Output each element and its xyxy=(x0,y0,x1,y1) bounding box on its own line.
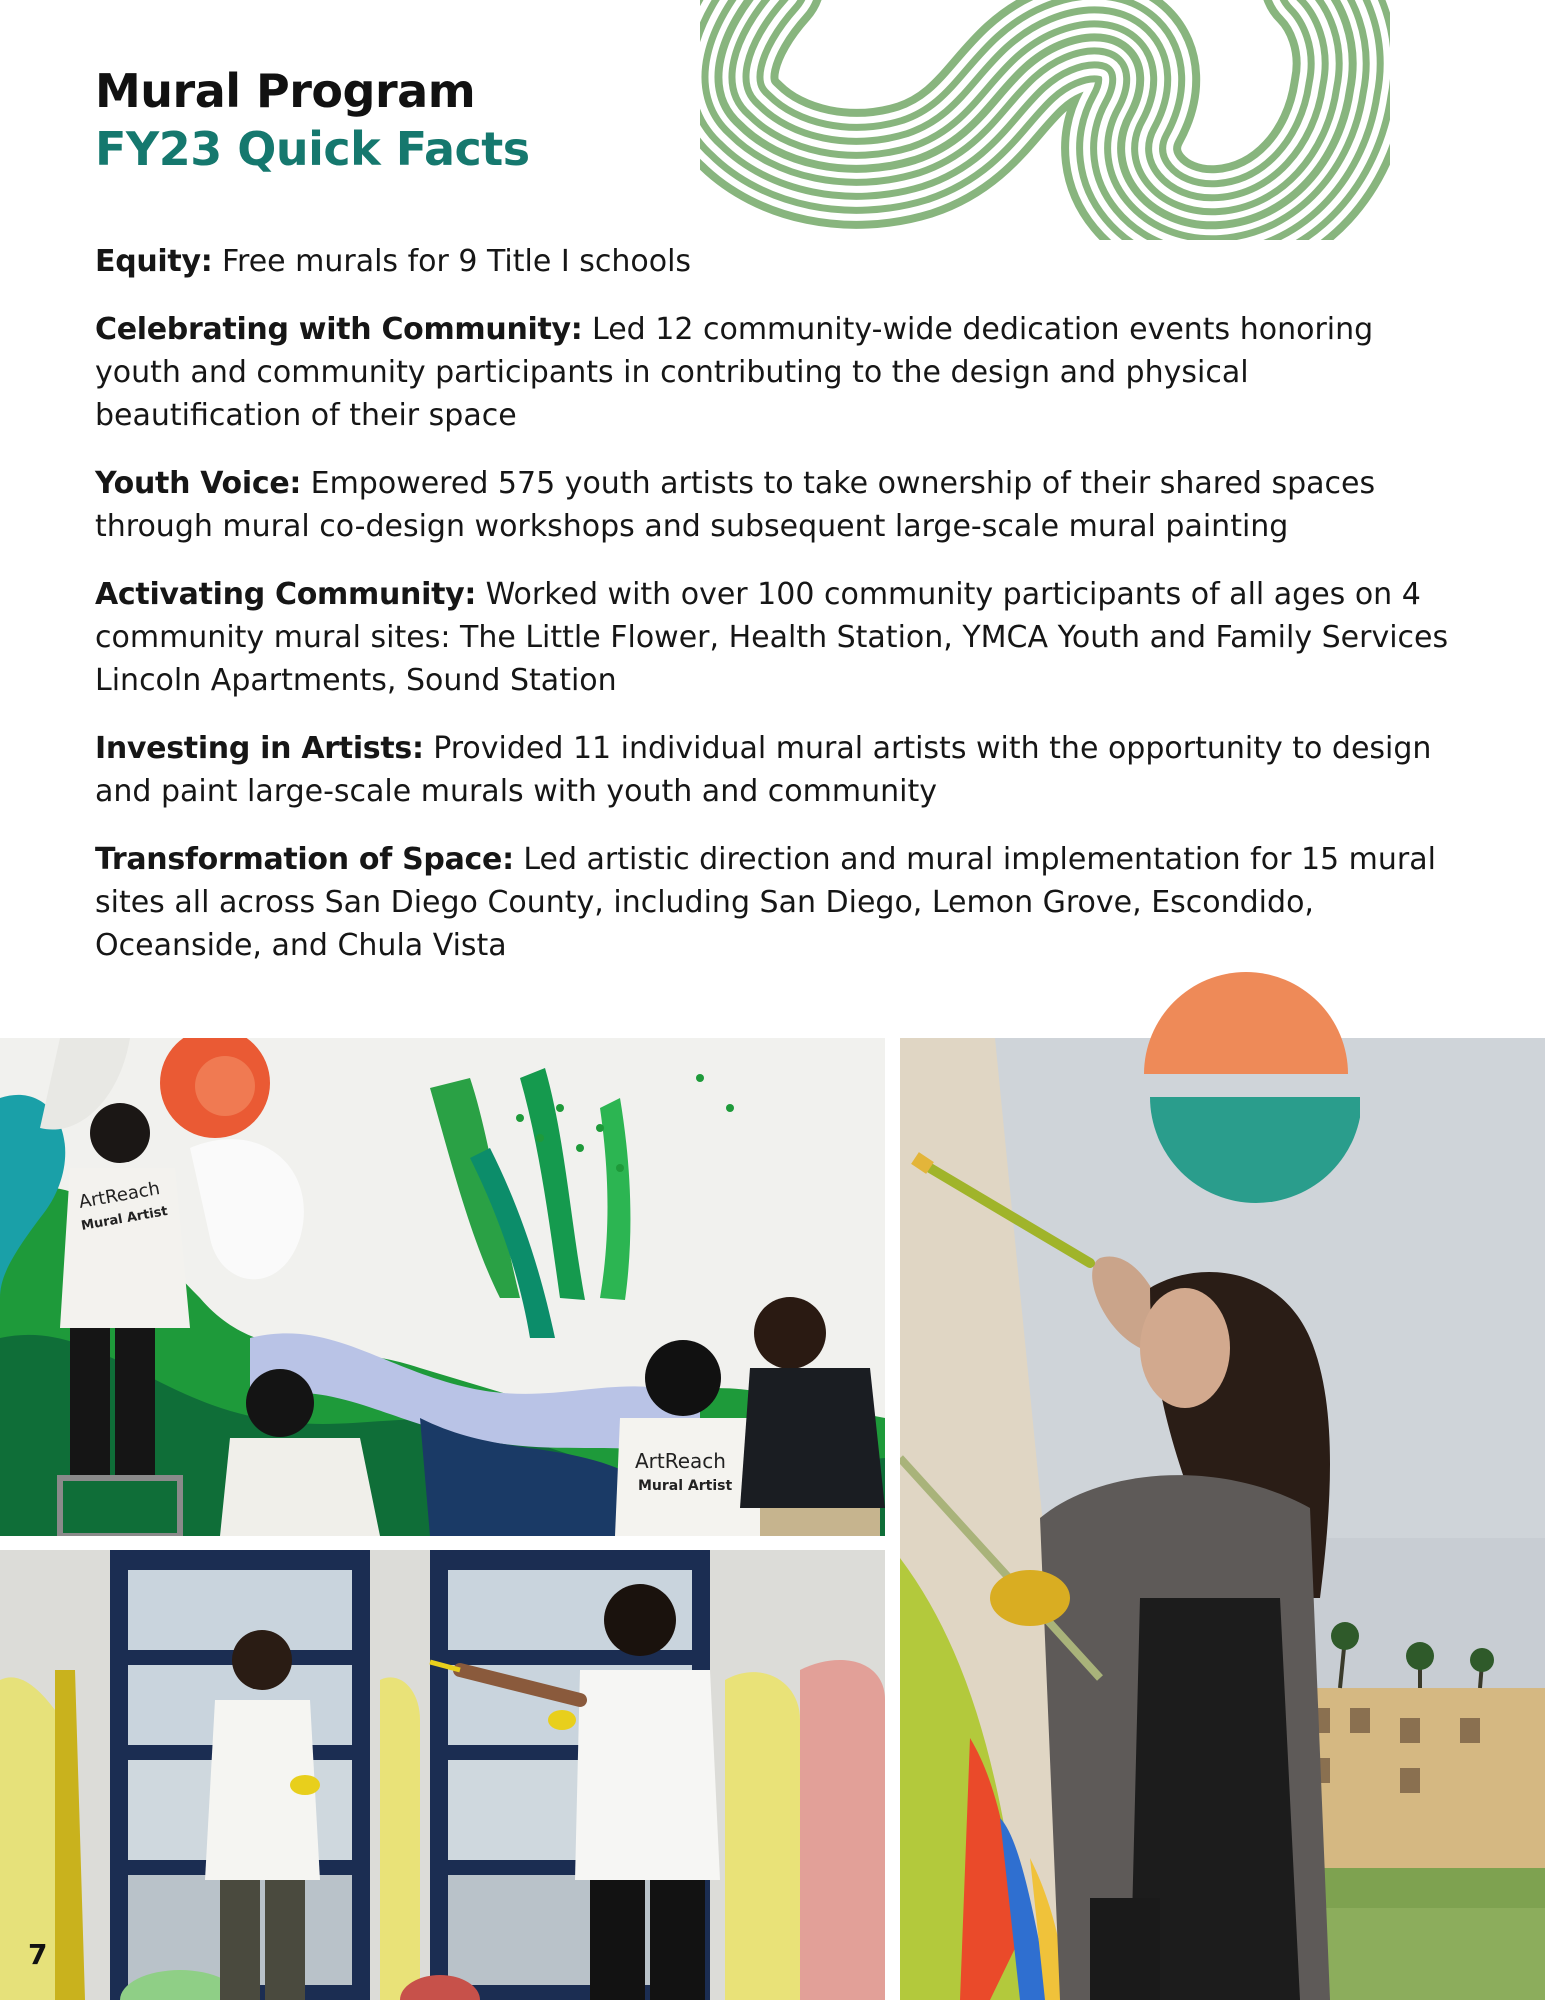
decorative-half-circles xyxy=(1140,972,1360,1212)
shirt-text: ArtReach xyxy=(635,1449,726,1473)
fact-label: Celebrating with Community: xyxy=(95,312,583,347)
fact-label: Activating Community: xyxy=(95,577,477,612)
shirt-text: Mural Artist xyxy=(80,1203,169,1234)
fact-label: Investing in Artists: xyxy=(95,731,424,766)
photo-boys-painting-columns xyxy=(0,1550,885,2000)
fact-text: Empowered 575 youth artists to take ownership of their shared spaces through mural co-design workshops and subsequent large-scale mural painting xyxy=(95,466,1376,544)
fact-text: Provided 11 individual mural artists with the opportunity to design and paint large-scale murals with youth and community xyxy=(95,731,1432,809)
page-title: Mural Program xyxy=(95,64,476,118)
page-subtitle: FY23 Quick Facts xyxy=(95,122,530,176)
quick-facts-list xyxy=(95,240,1455,992)
fact-label: Transformation of Space: xyxy=(95,842,514,877)
orange-half-circle xyxy=(1144,972,1348,1074)
fact-investing-artists xyxy=(95,727,1455,813)
fact-celebrating-community xyxy=(95,308,1455,437)
fact-activating-community xyxy=(95,573,1455,702)
photo-youth-painting-mural xyxy=(0,1038,885,1536)
decorative-squiggle xyxy=(700,0,1390,240)
fact-equity xyxy=(95,240,1455,283)
fact-transformation-space xyxy=(95,838,1455,967)
shirt-text: Mural Artist xyxy=(638,1478,733,1494)
teal-half-circle xyxy=(1150,1097,1360,1203)
fact-youth-voice xyxy=(95,462,1455,548)
fact-label: Youth Voice: xyxy=(95,466,302,501)
fact-text: Free murals for 9 Title I schools xyxy=(212,244,692,279)
fact-text: Worked with over 100 community participants of all ages on 4 community mural sites: The Little Flower, Health Station, YMCA Youth and Family Services Lincoln Apartments, Sound Station xyxy=(95,577,1449,698)
fact-text: Led 12 community-wide dedication events honoring youth and community participants in contributing to the design and physical beautification of their space xyxy=(95,312,1374,433)
shirt-text: ArtReach xyxy=(77,1178,162,1213)
fact-label: Equity: xyxy=(95,244,213,279)
fact-text: Led artistic direction and mural implementation for 15 mural sites all across San Diego County, including San Diego, Lemon Grove, Escondido, Oceanside, and Chula Vista xyxy=(95,842,1436,963)
page-number: 7 xyxy=(28,1938,48,1971)
